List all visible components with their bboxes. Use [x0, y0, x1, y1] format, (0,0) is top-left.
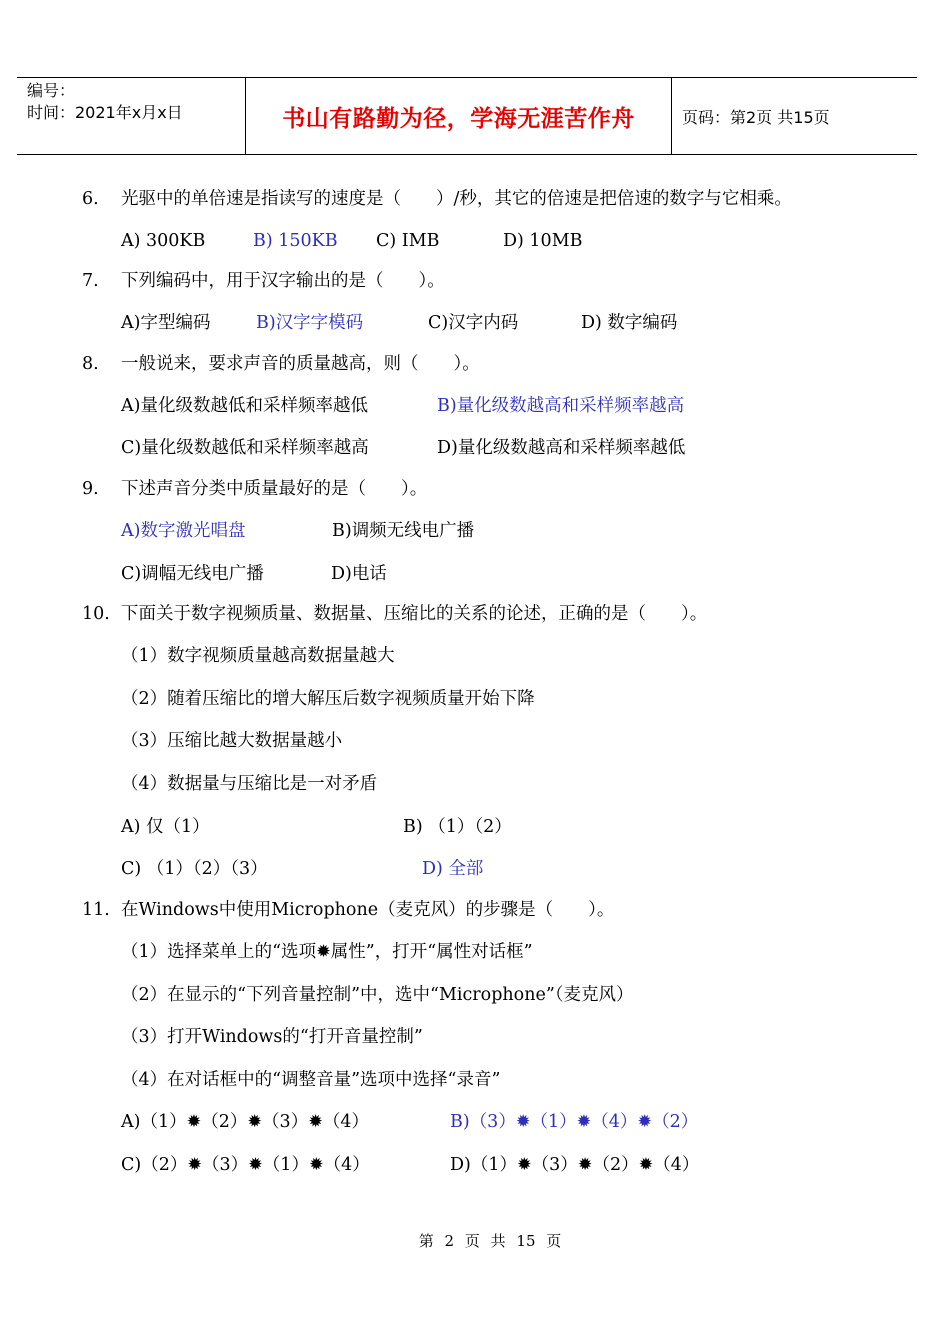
q6-option-d: D) 10MB [503, 231, 583, 251]
q8-option-b: B)量化级数越高和采样频率越高 [437, 396, 685, 416]
q9-number: 9. [82, 479, 99, 499]
footer-page-number: 2 [444, 1232, 455, 1250]
q10-statement-3: （3）压缩比越大数据量越小 [121, 731, 343, 751]
q11-statement-2: （2）在显示的“下列音量控制”中，选中“Microphone”（麦克风） [121, 985, 634, 1005]
time-label: 时间：2021年x月x日 [27, 103, 183, 122]
q8-option-c: C)量化级数越低和采样频率越高 [121, 438, 369, 458]
footer-total-pages: 15 [516, 1232, 536, 1250]
footer-gong: 共 [490, 1232, 506, 1250]
q8-option-d: D)量化级数越高和采样频率越低 [437, 438, 686, 458]
motto: 书山有路勤为径，学海无涯苦作舟 [282, 105, 635, 132]
q7-option-b-prefix [256, 311, 363, 335]
q11-option-c: C)（2）✹（3）✹（1）✹（4） [121, 1155, 370, 1175]
q11-statement-1: （1）选择菜单上的“选项✹属性”，打开“属性对话框” [121, 942, 533, 962]
q7-number: 7. [82, 271, 99, 291]
q10-option-a: A) 仅（1） [121, 817, 210, 837]
q10-option-c: C) （1）（2）（3） [121, 859, 268, 879]
q9-text: 下述声音分类中质量最好的是（ ）。 [121, 479, 428, 499]
q6-number: 6. [82, 189, 99, 209]
q11-option-b: B)（3）✹（1）✹（4）✹（2） [450, 1112, 699, 1132]
q7-option-a: A)字型编码 [121, 313, 211, 333]
q10-option-d: D) 全部 [422, 859, 484, 879]
q7-text: 下列编码中，用于汉字输出的是（ ）。 [121, 271, 445, 291]
q11-option-d: D)（1）✹（3）✹（2）✹（4） [450, 1155, 700, 1175]
header-page-cell [672, 78, 917, 154]
q7-option-d: D) 数字编码 [581, 313, 678, 333]
number-label: 编号： [27, 81, 76, 100]
q10-option-b: B) （1）（2） [403, 817, 512, 837]
q9-option-d: D)电话 [331, 564, 387, 584]
header-meta [17, 78, 246, 154]
q11-text: 在Windows中使用Microphone（麦克风）的步骤是（ ）。 [121, 900, 615, 920]
q8-text: 一般说来，要求声音的质量越高，则（ ）。 [121, 354, 480, 374]
q10-statement-2: （2）随着压缩比的增大解压后数字视频质量开始下降 [121, 689, 535, 709]
q6-option-c: C) IMB [376, 231, 440, 251]
q7-option-b: B)汉字字模码 [256, 313, 364, 333]
footer-di: 第 [418, 1232, 434, 1250]
q9-option-a: A)数字激光唱盘 [121, 521, 246, 541]
q9-option-c: C)调幅无线电广播 [121, 564, 264, 584]
footer-ye2: 页 [546, 1232, 562, 1250]
q9-option-b: B)调频无线电广播 [332, 521, 475, 541]
q10-text: 下面关于数字视频质量、数据量、压缩比的关系的论述，正确的是（ ）。 [121, 604, 708, 624]
q10-statement-4: （4）数据量与压缩比是一对矛盾 [121, 774, 378, 794]
page-info: 页码：第2页 共15页 [682, 107, 830, 127]
header-motto-cell [246, 78, 672, 154]
q11-statement-3: （3）打开Windows的“打开音量控制” [121, 1027, 423, 1047]
q11-number: 11. [82, 900, 110, 920]
footer-ye: 页 [464, 1232, 480, 1250]
q10-statement-1: （1）数字视频质量越高数据量越大 [121, 646, 395, 666]
q7-option-c: C)汉字内码 [428, 313, 519, 333]
q8-option-a: A)量化级数越低和采样频率越低 [121, 396, 368, 416]
q11-statement-4: （4）在对话框中的“调整音量”选项中选择“录音” [121, 1070, 501, 1090]
page-footer [0, 1230, 950, 1252]
page-header [17, 77, 917, 155]
q10-number: 10. [82, 604, 110, 624]
q8-number: 8. [82, 354, 99, 374]
q6-text: 光驱中的单倍速是指读写的速度是（ ）/秒，其它的倍速是把倍速的数字与它相乘。 [121, 189, 792, 209]
q6-option-a: A) 300KB [121, 231, 206, 251]
q6-option-b: B) 150KB [253, 231, 338, 251]
q11-option-a: A)（1）✹（2）✹（3）✹（4） [121, 1112, 369, 1132]
